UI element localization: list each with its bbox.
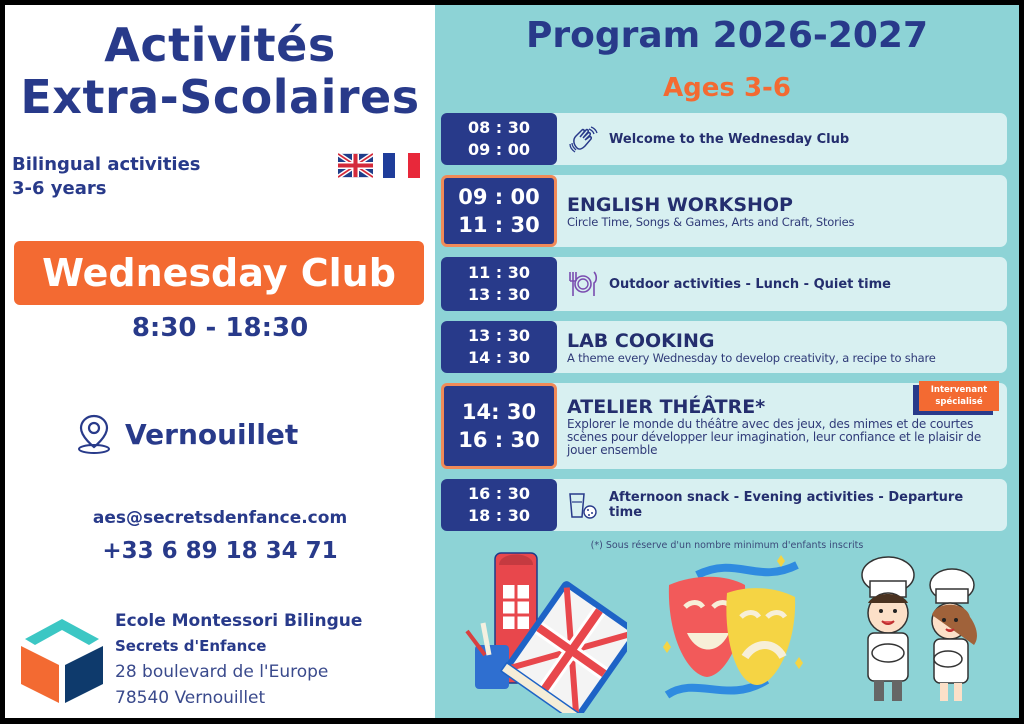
activity-description: Circle Time, Songs & Games, Arts and Craft, Stories <box>567 214 855 229</box>
uk-flag-icon <box>338 153 373 178</box>
schedule-row-welcome <box>441 113 1007 165</box>
time-slot <box>441 257 557 311</box>
specialist-badge <box>919 381 999 411</box>
subtitle-line-1: Bilingual activities <box>12 154 201 175</box>
title-line-1: Activités <box>104 18 336 72</box>
activity <box>567 113 999 165</box>
start-time: 08 : 30 <box>467 118 531 138</box>
activity-label: Afternoon snack - Evening activities - Departure time <box>609 490 964 520</box>
address-line-2: 78540 Vernouillet <box>115 688 266 708</box>
plate-cutlery-icon <box>567 269 599 299</box>
end-time: 18 : 30 <box>467 506 531 525</box>
left-panel <box>5 5 435 718</box>
address-line-1: 28 boulevard de l'Europe <box>115 662 329 682</box>
badge-line-2: spécialisé <box>935 397 983 407</box>
school-brand: Secrets d'Enfance <box>115 637 267 655</box>
start-time: 13 : 30 <box>467 326 531 346</box>
glass-cookie-icon <box>567 490 599 520</box>
subtitle <box>12 153 201 201</box>
location-name: Vernouillet <box>125 417 299 451</box>
activity-label: Welcome to the Wednesday Club <box>609 131 850 147</box>
start-time: 14: 30 <box>461 399 537 424</box>
schedule-row-theatre <box>441 383 1007 469</box>
activity-label: Outdoor activities - Lunch - Quiet time <box>609 276 891 292</box>
footnote: (*) Sous réserve d'un nombre minimum d'enfants inscrits <box>590 540 864 551</box>
right-panel <box>435 5 1019 718</box>
time-slot <box>441 479 557 531</box>
activity-title: ENGLISH WORKSHOP <box>567 193 793 216</box>
school-logo-icon <box>19 613 105 705</box>
schedule-row-english-workshop <box>441 175 1007 247</box>
flyer <box>5 5 1019 718</box>
title-line-2: Extra-Scolaires <box>20 70 420 124</box>
end-time: 13 : 30 <box>467 285 531 304</box>
end-time: 09 : 00 <box>467 140 531 159</box>
start-time: 09 : 00 <box>458 184 540 209</box>
opening-hours: 8:30 - 18:30 <box>131 313 309 343</box>
start-time: 11 : 30 <box>467 263 531 283</box>
school-info <box>115 608 362 711</box>
language-flags <box>338 153 420 178</box>
time-slot <box>441 113 557 165</box>
france-flag-icon <box>383 153 420 178</box>
phone-number[interactable]: +33 6 89 18 34 71 <box>102 538 338 564</box>
start-time: 16 : 30 <box>467 484 531 504</box>
time-slot <box>441 321 557 373</box>
schedule-row-lab-cooking <box>441 321 1007 373</box>
london-phonebox-book-illustration <box>447 545 627 713</box>
ages-label: Ages 3-6 <box>663 73 791 103</box>
activity-description: Explorer le monde du théâtre avec des jeux, des mimes et de courtes scènes pour développer leur imagination, leur confiance et le plaisir de jouer ensemble <box>567 416 982 457</box>
kid-chefs-illustration <box>840 545 990 713</box>
schedule-row-lunch <box>441 257 1007 311</box>
activity-description: A theme every Wednesday to develop creativity, a recipe to share <box>567 350 936 365</box>
school-name: Ecole Montessori Bilingue <box>115 611 363 631</box>
subtitle-line-2: 3-6 years <box>12 178 107 199</box>
map-pin-icon <box>77 413 111 455</box>
badge-front <box>919 381 999 411</box>
activity <box>567 257 999 311</box>
end-time: 11 : 30 <box>458 213 540 237</box>
activity <box>567 175 999 247</box>
waving-hand-icon <box>567 124 599 154</box>
program-title: Program 2026-2027 <box>525 15 929 56</box>
location <box>77 413 298 455</box>
club-name-badge: Wednesday Club <box>14 241 424 305</box>
activity <box>567 321 999 373</box>
time-slot <box>441 383 557 469</box>
email-link[interactable]: aes@secretsdenfance.com <box>92 508 348 528</box>
end-time: 14 : 30 <box>467 348 531 367</box>
activity <box>567 479 999 531</box>
time-slot <box>441 175 557 247</box>
activity-title: LAB COOKING <box>567 329 715 352</box>
theatre-masks-illustration <box>657 545 807 713</box>
activity-title: ATELIER THÉÂTRE* <box>567 395 766 418</box>
end-time: 16 : 30 <box>458 428 540 452</box>
schedule-row-snack <box>441 479 1007 531</box>
main-title <box>5 19 435 123</box>
badge-line-1: Intervenant <box>930 385 988 395</box>
